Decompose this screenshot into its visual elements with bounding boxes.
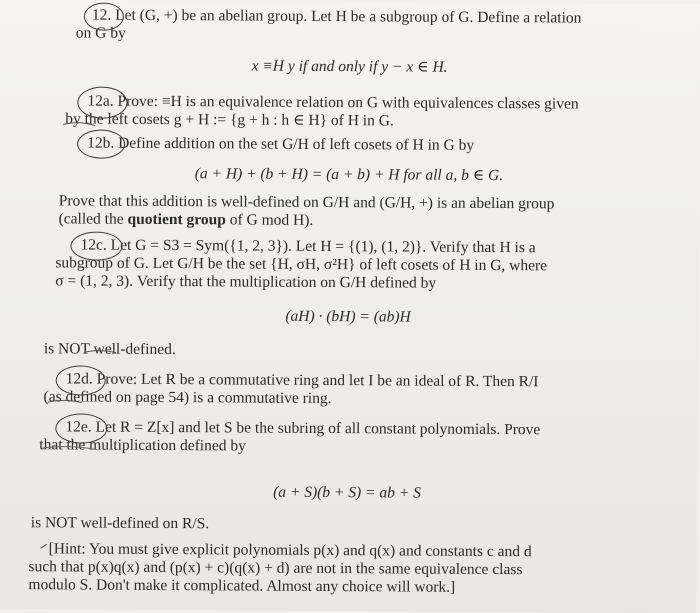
hint-line-3: modulo S. Don't make it complicated. Almost any choice will work.] — [28, 576, 456, 596]
hint-line-1: [Hint: You must give explicit polynomials p(x) and q(x) and constants c and d — [48, 540, 532, 561]
problem-12-relation-formula: x ≡H y if and only if y − x ∈ H. — [251, 57, 448, 76]
problem-12c-line-4: is NOT well-defined. — [43, 340, 176, 359]
problem-12-intro-line-2: on G by — [75, 24, 126, 42]
problem-12e-line-3: is NOT well-defined on R/S. — [30, 514, 210, 533]
problem-12e-line-2: that the multiplication defined by — [39, 436, 246, 455]
quotient-group-term: quotient group — [127, 210, 226, 229]
problem-12d-line-1: 12d. Prove: Let R be a commutative ring and let I be an ideal of R. Then R/I — [65, 370, 539, 391]
problem-12b-addition-formula: (a + H) + (b + H) = (a + b) + H for all a, b ∈ G. — [194, 165, 504, 185]
hint-line-2: such that p(x)q(x) and (p(x) + c)(q(x) + d) are not in the same equivalence class — [28, 558, 523, 579]
problem-12c-line-3: σ = (1, 2, 3). Verify that the multiplication on G/H defined by — [55, 272, 437, 292]
problem-12c-line-1: 12c. Let G = S3 = Sym({1, 2, 3}). Let H = {(1), (1, 2)}. Verify that H is a — [80, 236, 536, 257]
problem-12b-line-3 — [59, 210, 314, 230]
problem-12e-line-1: 12e. Let R = Z[x] and let S be the subring of all constant polynomials. Prove — [65, 418, 541, 439]
problem-12b-line-2: Prove that this addition is well-defined on G/H and (G/H, +) is an abelian group — [58, 192, 555, 213]
problem-12-intro-line-1: 12. Let (G, +) be an abelian group. Let H be a subgroup of G. Define a relation — [91, 6, 582, 27]
problem-12b-line-1: 12b. Define addition on the set G/H of left cosets of H in G by — [87, 134, 475, 154]
problem-12a-line-1: 12a. Prove: ≡H is an equivalence relation on G with equivalences classes given — [87, 92, 579, 113]
problem-12b-line-3-pre: (called the — [58, 210, 128, 228]
problem-12c-multiplication-formula: (aH) · (bH) = (ab)H — [285, 307, 411, 326]
problem-12d-line-2: (as defined on page 54) is a commutative ring. — [43, 388, 332, 408]
problem-12a-line-2: by the left cosets g + H := {g + h : h ∈ H} of H in G. — [65, 110, 394, 130]
problem-12e-multiplication-formula: (a + S)(b + S) = ab + S — [273, 483, 421, 502]
problem-12c-line-2: subgroup of G. Let G/H be the set {H, σH, σ²H} of left cosets of H in G, where — [55, 254, 548, 275]
problem-12b-line-3-post: of G mod H). — [225, 211, 314, 229]
